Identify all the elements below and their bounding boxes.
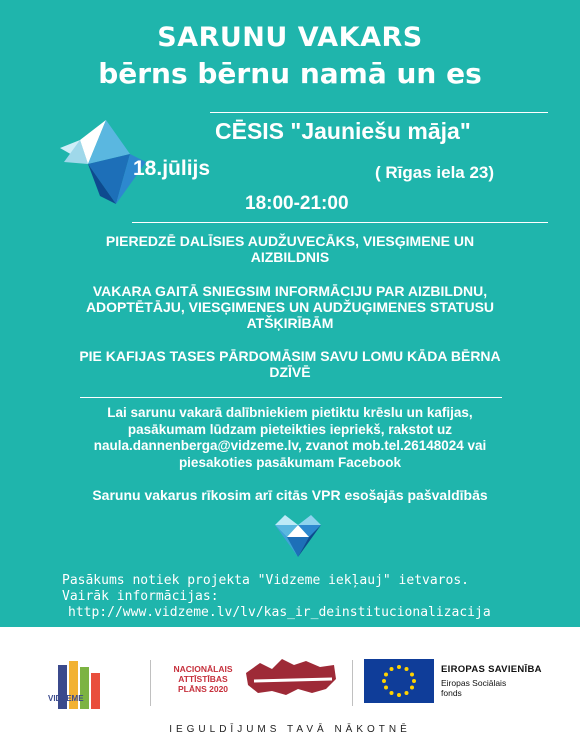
- logo-separator: [352, 660, 353, 706]
- registration-line: pasākumam lūdzam pieteikties iepriekš, rakstot uz: [127, 421, 453, 437]
- agenda-line: VAKARA GAITĀ SNIEGSIM INFORMĀCIJU PAR AIZBILDNU,: [92, 283, 488, 299]
- registration-line: piesakoties pasākumam Facebook: [178, 454, 402, 470]
- eu-flag-icon: [364, 659, 434, 703]
- event-address: ( Rīgas iela 23): [375, 163, 495, 182]
- poster-title: SARUNU VAKARS: [157, 22, 423, 53]
- registration-line: naula.dannenberga@vidzeme.lv, zvanot mob.tel.26148024 vai: [93, 438, 487, 453]
- vidzeme-logo-text: VIDZEME: [48, 694, 84, 703]
- registration-info: [34, 405, 546, 471]
- other-municipalities-note: Sarunu vakarus rīkosim arī citās VPR esošajās pašvaldībās: [92, 487, 488, 503]
- agenda-item: [40, 233, 540, 265]
- info-link[interactable]: http://www.vidzeme.lv/lv/kas_ir_deinstitucionalizacija: [68, 605, 491, 620]
- poster-subtitle: bērns bērnu namā un es: [98, 57, 482, 90]
- agenda-line: DZĪVĒ: [269, 364, 311, 380]
- event-date: 18.jūlijs: [133, 157, 211, 180]
- agenda-line: PIE KAFIJAS TASES PĀRDOMĀSIM SAVU LOMU KĀDA BĒRNA: [79, 348, 501, 364]
- slogan: IEGULDĪJUMS TAVĀ NĀKOTNĒ: [169, 724, 411, 735]
- agenda-line: AIZBILDNIS: [250, 249, 330, 265]
- logo-separator: [150, 660, 151, 706]
- divider-lower: [80, 397, 502, 398]
- divider-middle: [132, 222, 548, 223]
- divider-top: [210, 112, 548, 113]
- eu-fund-line: Eiropas Sociālais: [441, 678, 507, 688]
- project-note: Pasākums notiek projekta "Vidzeme iekļauj" ietvaros.: [62, 573, 469, 588]
- nap-logo-text: [166, 664, 240, 694]
- event-time: 18:00-21:00: [245, 193, 349, 214]
- registration-line: Lai sarunu vakarā dalībniekiem pietiktu krēslu un kafijas,: [107, 405, 473, 420]
- agenda-line: ADOPTĒTĀJU, VIESĢIMENES UN AUDŽUĢIMENES STATUSU: [85, 299, 495, 315]
- eu-fund-line: fonds: [441, 688, 462, 698]
- latvia-map-icon: [242, 655, 340, 699]
- eu-title: EIROPAS SAVIENĪBA: [441, 664, 542, 675]
- nap-line: PLĀNS 2020: [177, 684, 229, 694]
- event-venue: CĒSIS "Jauniešu māja": [215, 118, 471, 144]
- agenda-item: [40, 283, 540, 331]
- eu-fund-name: [441, 678, 506, 698]
- nap-line: ATTĪSTĪBAS: [178, 674, 228, 684]
- agenda-item: [40, 348, 540, 380]
- origami-heart-icon: [275, 515, 321, 557]
- vidzeme-logo-icon: [48, 659, 108, 715]
- agenda-line: ATŠĶIRĪBĀM: [246, 315, 334, 331]
- agenda-line: PIEREDZĒ DALĪSIES AUDŽUVECĀKS, VIESĢIMENE UN: [105, 233, 475, 249]
- more-info-label: Vairāk informācijas:: [62, 589, 219, 604]
- nap-line: NACIONĀLAIS: [173, 664, 233, 674]
